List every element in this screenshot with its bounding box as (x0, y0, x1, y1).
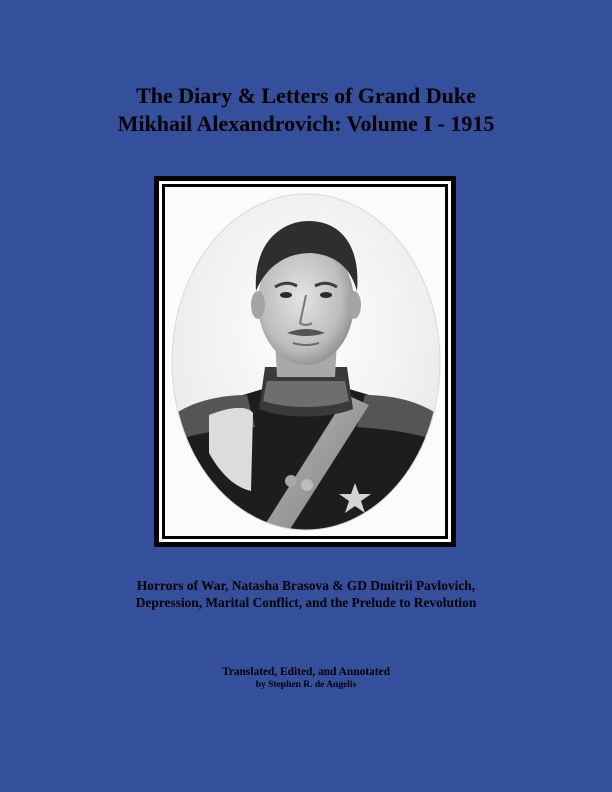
subtitle-line-1: Horrors of War, Natasha Brasova & GD Dmitrii Pavlovich, (136, 578, 476, 593)
book-title (0, 82, 612, 138)
portrait-photo-icon (169, 191, 443, 534)
portrait-frame (154, 176, 456, 547)
title-line-2: Mikhail Alexandrovich: Volume I - 1915 (117, 111, 495, 136)
book-credits (0, 665, 612, 691)
subtitle-line-2: Depression, Marital Conflict, and the Prelude to Revolution (135, 595, 477, 610)
credits-author-line: by Stephen R. de Angelis (255, 680, 357, 690)
portrait-frame-white-border (159, 181, 451, 542)
portrait-frame-inner-border (162, 184, 448, 539)
title-line-1: The Diary & Letters of Grand Duke (136, 83, 476, 108)
portrait-photo (165, 187, 445, 536)
book-subtitle (0, 577, 612, 611)
credits-translated-line: Translated, Edited, and Annotated (222, 666, 390, 678)
